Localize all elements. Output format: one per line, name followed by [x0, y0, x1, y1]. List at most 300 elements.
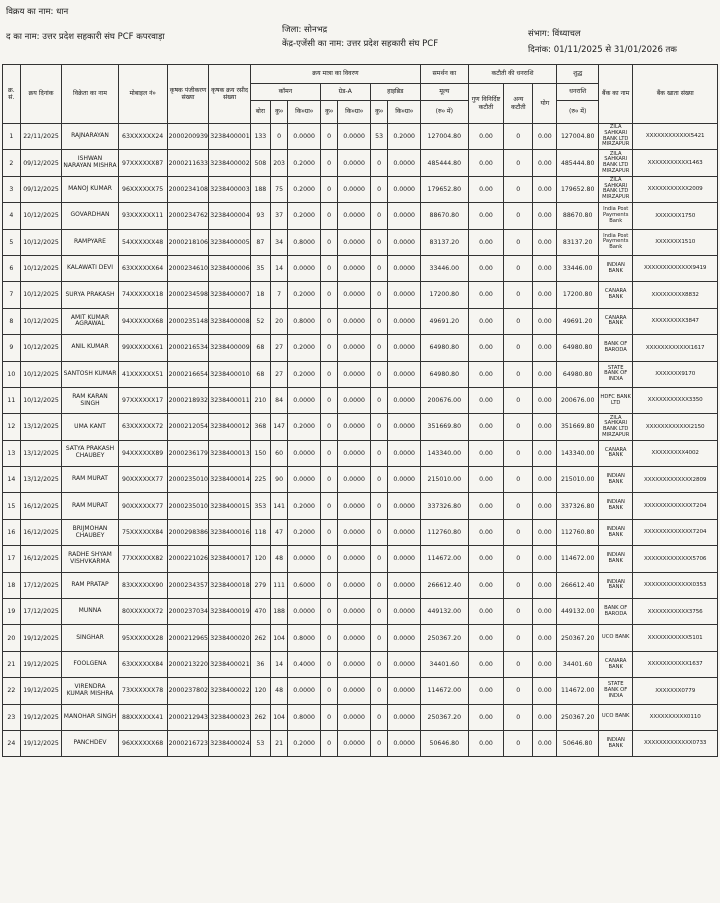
cell-grade-a-qtl: 0 — [320, 599, 338, 625]
cell-farmer-reg: 2000298386 — [167, 519, 209, 545]
cell-sno: 8 — [3, 308, 21, 334]
cell-receipt: 3238400004 — [209, 203, 251, 229]
cell-sno: 22 — [3, 678, 21, 704]
cell-ded-other: 0 — [504, 599, 533, 625]
cell-common-bora: 120 — [250, 678, 270, 704]
cell-mobile: 77XXXXXX82 — [118, 546, 167, 572]
table-row — [3, 361, 718, 387]
cell-grade-a-qtl: 0 — [320, 282, 338, 308]
cell-farmer-reg: 2000234357 — [167, 572, 209, 598]
cell-sno: 7 — [3, 282, 21, 308]
cell-farmer-reg: 2000212054 — [167, 414, 209, 440]
cell-common-kg: 0.2000 — [288, 176, 320, 202]
cell-grade-a-kg: 0.0000 — [338, 519, 370, 545]
cell-receipt: 3238400021 — [209, 651, 251, 677]
cell-value: 34401.60 — [420, 651, 468, 677]
cell-bank-name: BANK OF BARODA — [599, 599, 633, 625]
cell-ded-quality: 0.00 — [468, 229, 503, 255]
cell-name: RADHE SHYAM VISHVKARMA — [62, 546, 118, 572]
cell-name: RAM MURAT — [62, 493, 118, 519]
cell-ded-quality: 0.00 — [468, 203, 503, 229]
cell-ded-total: 0.00 — [533, 467, 557, 493]
cell-bank-name: UCO BANK — [599, 704, 633, 730]
cell-common-kg: 0.8000 — [288, 625, 320, 651]
cell-receipt: 3238400017 — [209, 546, 251, 572]
cell-net: 351669.80 — [557, 414, 599, 440]
cell-sno: 13 — [3, 440, 21, 466]
cell-common-kg: 0.2000 — [288, 519, 320, 545]
cell-farmer-reg: 2000213220 — [167, 651, 209, 677]
cell-date: 19/12/2025 — [20, 651, 62, 677]
cell-hybrid-qtl: 0 — [370, 150, 388, 176]
cell-farmer-reg: 2000235010 — [167, 467, 209, 493]
cell-ded-total: 0.00 — [533, 572, 557, 598]
col-name: विक्रेता का नाम — [62, 65, 118, 124]
cell-ded-other: 0 — [504, 467, 533, 493]
cell-common-qtl: 104 — [270, 704, 288, 730]
col-sno: क्र. सं. — [3, 65, 21, 124]
cell-hybrid-kg: 0.0000 — [388, 546, 420, 572]
cell-date: 19/12/2025 — [20, 704, 62, 730]
cell-name: KALAWATI DEVI — [62, 255, 118, 281]
cell-net: 114672.00 — [557, 546, 599, 572]
cell-hybrid-qtl: 0 — [370, 572, 388, 598]
cell-ded-total: 0.00 — [533, 176, 557, 202]
cell-common-qtl: 20 — [270, 308, 288, 334]
cell-name: UMA KANT — [62, 414, 118, 440]
cell-common-kg: 0.2000 — [288, 282, 320, 308]
col-ded-other: अन्य कटौती — [504, 84, 533, 124]
cell-mobile: 97XXXXXX17 — [118, 387, 167, 413]
cell-ded-total: 0.00 — [533, 651, 557, 677]
cell-hybrid-qtl: 53 — [370, 124, 388, 150]
cell-grade-a-kg: 0.0000 — [338, 124, 370, 150]
cell-common-bora: 18 — [250, 282, 270, 308]
cell-hybrid-qtl: 0 — [370, 308, 388, 334]
cell-bank-account: XXXXXXX1750 — [633, 203, 718, 229]
col-mobile: मोबाइल नं० — [118, 65, 167, 124]
cell-grade-a-qtl: 0 — [320, 467, 338, 493]
cell-common-bora: 353 — [250, 493, 270, 519]
col-ded-quality: गुण विनिर्दिष्ट कटौती — [468, 84, 503, 124]
cell-hybrid-kg: 0.0000 — [388, 467, 420, 493]
cell-receipt: 3238400001 — [209, 124, 251, 150]
cell-sno: 20 — [3, 625, 21, 651]
cell-common-bora: 52 — [250, 308, 270, 334]
cell-bank-name: ZILA SAHKARI BANK LTD MIRZAPUR — [599, 124, 633, 150]
cell-mobile: 73XXXXXX78 — [118, 678, 167, 704]
cell-grade-a-kg: 0.0000 — [338, 414, 370, 440]
table-row — [3, 414, 718, 440]
cell-bank-name: INDIAN BANK — [599, 519, 633, 545]
cell-ded-total: 0.00 — [533, 124, 557, 150]
cell-value: 337326.80 — [420, 493, 468, 519]
cell-common-kg: 0.2000 — [288, 150, 320, 176]
table-row — [3, 387, 718, 413]
cell-net: 112760.80 — [557, 519, 599, 545]
cell-common-qtl: 111 — [270, 572, 288, 598]
cell-mobile: 63XXXXXX72 — [118, 414, 167, 440]
cell-mobile: 63XXXXXX24 — [118, 124, 167, 150]
table-row — [3, 335, 718, 361]
cell-grade-a-qtl: 0 — [320, 124, 338, 150]
cell-ded-quality: 0.00 — [468, 704, 503, 730]
cell-mobile: 99XXXXXX61 — [118, 335, 167, 361]
cell-name: SINGHAR — [62, 625, 118, 651]
cell-ded-total: 0.00 — [533, 150, 557, 176]
cell-grade-a-qtl: 0 — [320, 176, 338, 202]
cell-ded-total: 0.00 — [533, 282, 557, 308]
cell-farmer-reg: 2000235010 — [167, 493, 209, 519]
cell-common-qtl: 21 — [270, 730, 288, 756]
cell-common-bora: 188 — [250, 176, 270, 202]
cell-hybrid-kg: 0.0000 — [388, 678, 420, 704]
table-row — [3, 440, 718, 466]
cell-name: RAJNARAYAN — [62, 124, 118, 150]
cell-farmer-reg: 2000234762 — [167, 203, 209, 229]
cell-hybrid-qtl: 0 — [370, 414, 388, 440]
cell-hybrid-kg: 0.0000 — [388, 440, 420, 466]
cell-common-bora: 150 — [250, 440, 270, 466]
cell-net: 215010.00 — [557, 467, 599, 493]
cell-farmer-reg: 2000212943 — [167, 704, 209, 730]
cell-date: 10/12/2025 — [20, 255, 62, 281]
cell-name: VIRENDRA KUMAR MISHRA — [62, 678, 118, 704]
cell-hybrid-qtl: 0 — [370, 176, 388, 202]
cell-value: 33446.00 — [420, 255, 468, 281]
cell-hybrid-kg: 0.0000 — [388, 150, 420, 176]
cell-grade-a-kg: 0.0000 — [338, 599, 370, 625]
cell-common-bora: 133 — [250, 124, 270, 150]
col-bank-account: बैंक खाता संख्या — [633, 65, 718, 124]
col-grade-a: ग्रेड-A — [320, 84, 370, 101]
cell-ded-total: 0.00 — [533, 335, 557, 361]
cell-grade-a-kg: 0.0000 — [338, 704, 370, 730]
cell-hybrid-kg: 0.0000 — [388, 651, 420, 677]
cell-grade-a-qtl: 0 — [320, 546, 338, 572]
cell-grade-a-qtl: 0 — [320, 361, 338, 387]
cell-hybrid-kg: 0.0000 — [388, 282, 420, 308]
cell-date: 10/12/2025 — [20, 335, 62, 361]
cell-value: 250367.20 — [420, 704, 468, 730]
cell-bank-name: UCO BANK — [599, 625, 633, 651]
cell-ded-quality: 0.00 — [468, 150, 503, 176]
table-row — [3, 599, 718, 625]
cell-receipt: 3238400016 — [209, 519, 251, 545]
cell-common-qtl: 0 — [270, 124, 288, 150]
cell-grade-a-qtl: 0 — [320, 335, 338, 361]
cell-bank-account: XXXXXXXXXX0110 — [633, 704, 718, 730]
table-row — [3, 308, 718, 334]
cell-receipt: 3238400015 — [209, 493, 251, 519]
cell-hybrid-qtl: 0 — [370, 651, 388, 677]
cell-common-bora: 279 — [250, 572, 270, 598]
cell-mobile: 63XXXXXX64 — [118, 255, 167, 281]
cell-name: PANCHDEV — [62, 730, 118, 756]
cell-farmer-reg: 2000216534 — [167, 335, 209, 361]
cell-sno: 24 — [3, 730, 21, 756]
cell-farmer-reg: 2000221026 — [167, 546, 209, 572]
cell-ded-other: 0 — [504, 203, 533, 229]
cell-common-qtl: 37 — [270, 203, 288, 229]
cell-sno: 6 — [3, 255, 21, 281]
cell-common-bora: 118 — [250, 519, 270, 545]
cell-bank-name: BANK OF BARODA — [599, 335, 633, 361]
cell-sno: 19 — [3, 599, 21, 625]
cell-common-qtl: 75 — [270, 176, 288, 202]
cell-net: 143340.00 — [557, 440, 599, 466]
header-center-agency: केंद्र-एजेंसी का नाम: उत्तर प्रदेश सहकारी संघ PCF — [282, 39, 439, 49]
cell-date: 22/11/2025 — [20, 124, 62, 150]
cell-grade-a-kg: 0.0000 — [338, 440, 370, 466]
cell-ded-other: 0 — [504, 150, 533, 176]
cell-net: 34401.60 — [557, 651, 599, 677]
cell-date: 10/12/2025 — [20, 387, 62, 413]
cell-date: 10/12/2025 — [20, 203, 62, 229]
cell-value: 266612.40 — [420, 572, 468, 598]
cell-value: 64980.80 — [420, 361, 468, 387]
cell-bank-name: ZILA SAHKARI BANK LTD MIRZAPUR — [599, 414, 633, 440]
cell-mobile: 94XXXXXX89 — [118, 440, 167, 466]
purchase-register-table — [2, 64, 718, 757]
col-group-purchase: क्रय मात्रा का विवरण — [250, 65, 420, 84]
cell-farmer-reg: 2000237802 — [167, 678, 209, 704]
cell-ded-other: 0 — [504, 519, 533, 545]
cell-mobile: 96XXXXXX68 — [118, 730, 167, 756]
cell-grade-a-qtl: 0 — [320, 519, 338, 545]
cell-name: RAM MURAT — [62, 467, 118, 493]
cell-bank-account: XXXXXXXXX8832 — [633, 282, 718, 308]
cell-date: 19/12/2025 — [20, 625, 62, 651]
cell-name: ANIL KUMAR — [62, 335, 118, 361]
table-row — [3, 124, 718, 150]
cell-receipt: 3238400020 — [209, 625, 251, 651]
cell-value: 127004.80 — [420, 124, 468, 150]
cell-hybrid-kg: 0.0000 — [388, 176, 420, 202]
cell-ded-quality: 0.00 — [468, 651, 503, 677]
cell-hybrid-kg: 0.0000 — [388, 229, 420, 255]
cell-farmer-reg: 2000216723 — [167, 730, 209, 756]
cell-common-kg: 0.2000 — [288, 493, 320, 519]
header-division: संभाग: विंध्याचल — [528, 29, 581, 39]
cell-sno: 14 — [3, 467, 21, 493]
cell-common-bora: 53 — [250, 730, 270, 756]
header-date-range: दिनांक: 01/11/2025 से 31/01/2026 तक — [528, 45, 677, 55]
cell-bank-account: XXXXXXX9170 — [633, 361, 718, 387]
cell-bank-account: XXXXXXXXXXXXX0353 — [633, 572, 718, 598]
cell-common-kg: 0.4000 — [288, 651, 320, 677]
header-commodity: विक्रय का नाम: धान — [6, 7, 69, 17]
cell-mobile: 63XXXXXX84 — [118, 651, 167, 677]
table-row — [3, 625, 718, 651]
cell-mobile: 54XXXXXX48 — [118, 229, 167, 255]
cell-receipt: 3238400010 — [209, 361, 251, 387]
cell-net: 337326.80 — [557, 493, 599, 519]
cell-value: 114672.00 — [420, 678, 468, 704]
cell-grade-a-kg: 0.0000 — [338, 176, 370, 202]
table-row — [3, 229, 718, 255]
cell-grade-a-qtl: 0 — [320, 414, 338, 440]
cell-grade-a-qtl: 0 — [320, 704, 338, 730]
cell-receipt: 3238400006 — [209, 255, 251, 281]
col-value: मूल्य — [420, 84, 468, 101]
table-body — [3, 124, 718, 757]
cell-common-bora: 120 — [250, 546, 270, 572]
cell-net: 114672.00 — [557, 678, 599, 704]
cell-bank-name: India Post Payments Bank — [599, 229, 633, 255]
cell-grade-a-qtl: 0 — [320, 440, 338, 466]
cell-receipt: 3238400014 — [209, 467, 251, 493]
cell-farmer-reg: 2000218106 — [167, 229, 209, 255]
cell-receipt: 3238400003 — [209, 176, 251, 202]
cell-sno: 10 — [3, 361, 21, 387]
cell-bank-account: XXXXXXXXXXX1463 — [633, 150, 718, 176]
cell-net: 179652.80 — [557, 176, 599, 202]
cell-farmer-reg: 2000218932 — [167, 387, 209, 413]
cell-hybrid-qtl: 0 — [370, 625, 388, 651]
cell-common-kg: 0.2000 — [288, 361, 320, 387]
cell-ded-other: 0 — [504, 546, 533, 572]
cell-grade-a-qtl: 0 — [320, 678, 338, 704]
cell-bank-name: ZILA SAHKARI BANK LTD MIRZAPUR — [599, 176, 633, 202]
cell-bank-name: ZILA SAHKARI BANK LTD MIRZAPUR — [599, 150, 633, 176]
cell-common-bora: 210 — [250, 387, 270, 413]
cell-common-qtl: 27 — [270, 361, 288, 387]
cell-grade-a-qtl: 0 — [320, 651, 338, 677]
cell-hybrid-qtl: 0 — [370, 599, 388, 625]
cell-ded-total: 0.00 — [533, 361, 557, 387]
cell-hybrid-kg: 0.0000 — [388, 414, 420, 440]
cell-grade-a-qtl: 0 — [320, 203, 338, 229]
cell-mobile: 96XXXXXX75 — [118, 176, 167, 202]
table-row — [3, 519, 718, 545]
table-row — [3, 572, 718, 598]
cell-receipt: 3238400009 — [209, 335, 251, 361]
cell-value: 64980.80 — [420, 335, 468, 361]
cell-receipt: 3238400011 — [209, 387, 251, 413]
cell-ded-other: 0 — [504, 625, 533, 651]
table-row — [3, 467, 718, 493]
cell-common-qtl: 47 — [270, 519, 288, 545]
cell-common-kg: 0.6000 — [288, 572, 320, 598]
cell-hybrid-qtl: 0 — [370, 440, 388, 466]
cell-farmer-reg: 2000237034 — [167, 599, 209, 625]
cell-grade-a-qtl: 0 — [320, 387, 338, 413]
cell-name: BRIJMOHAN CHAUBEY — [62, 519, 118, 545]
cell-hybrid-qtl: 0 — [370, 361, 388, 387]
cell-ded-total: 0.00 — [533, 255, 557, 281]
col-value-unit: (रु० में) — [420, 101, 468, 124]
cell-ded-other: 0 — [504, 308, 533, 334]
cell-bank-account: XXXXXXXXXXX3350 — [633, 387, 718, 413]
cell-sno: 3 — [3, 176, 21, 202]
cell-ded-other: 0 — [504, 361, 533, 387]
table-row — [3, 150, 718, 176]
cell-common-bora: 68 — [250, 361, 270, 387]
cell-grade-a-qtl: 0 — [320, 308, 338, 334]
cell-ded-total: 0.00 — [533, 678, 557, 704]
cell-name: MANOJ KUMAR — [62, 176, 118, 202]
cell-ded-quality: 0.00 — [468, 387, 503, 413]
cell-ded-quality: 0.00 — [468, 414, 503, 440]
cell-grade-a-qtl: 0 — [320, 572, 338, 598]
cell-date: 10/12/2025 — [20, 229, 62, 255]
cell-ded-quality: 0.00 — [468, 255, 503, 281]
cell-mobile: 88XXXXXX41 — [118, 704, 167, 730]
cell-common-qtl: 203 — [270, 150, 288, 176]
col-hybrid: हाइब्रिड — [370, 84, 420, 101]
cell-common-qtl: 14 — [270, 651, 288, 677]
cell-ded-other: 0 — [504, 124, 533, 150]
cell-net: 83137.20 — [557, 229, 599, 255]
cell-bank-account: XXXXXXXXXXXXX5706 — [633, 546, 718, 572]
cell-common-qtl: 48 — [270, 678, 288, 704]
table-row — [3, 678, 718, 704]
cell-mobile: 93XXXXXX11 — [118, 203, 167, 229]
cell-sno: 4 — [3, 203, 21, 229]
cell-bank-name: HDFC BANK LTD — [599, 387, 633, 413]
cell-ded-quality: 0.00 — [468, 519, 503, 545]
cell-hybrid-qtl: 0 — [370, 546, 388, 572]
cell-ded-other: 0 — [504, 255, 533, 281]
cell-bank-name: INDIAN BANK — [599, 493, 633, 519]
cell-ded-other: 0 — [504, 387, 533, 413]
cell-name: SURYA PRAKASH — [62, 282, 118, 308]
cell-mobile: 90XXXXXX77 — [118, 493, 167, 519]
cell-common-bora: 508 — [250, 150, 270, 176]
cell-bank-account: XXXXXXXXXXXXX2809 — [633, 467, 718, 493]
cell-net: 449132.00 — [557, 599, 599, 625]
cell-grade-a-kg: 0.0000 — [338, 150, 370, 176]
cell-grade-a-kg: 0.0000 — [338, 282, 370, 308]
cell-common-qtl: 60 — [270, 440, 288, 466]
cell-common-kg: 0.2000 — [288, 335, 320, 361]
cell-receipt: 3238400022 — [209, 678, 251, 704]
cell-bank-account: XXXXXXXXXXXX1617 — [633, 335, 718, 361]
cell-date: 13/12/2025 — [20, 467, 62, 493]
cell-ded-other: 0 — [504, 730, 533, 756]
cell-ded-quality: 0.00 — [468, 176, 503, 202]
cell-hybrid-kg: 0.0000 — [388, 203, 420, 229]
cell-ded-total: 0.00 — [533, 229, 557, 255]
cell-common-kg: 0.2000 — [288, 414, 320, 440]
cell-date: 16/12/2025 — [20, 493, 62, 519]
cell-hybrid-qtl: 0 — [370, 229, 388, 255]
cell-hybrid-kg: 0.2000 — [388, 124, 420, 150]
cell-grade-a-qtl: 0 — [320, 229, 338, 255]
cell-receipt: 3238400019 — [209, 599, 251, 625]
cell-bank-account: XXXXXXXXXXXXX0733 — [633, 730, 718, 756]
cell-date: 09/12/2025 — [20, 176, 62, 202]
cell-ded-quality: 0.00 — [468, 308, 503, 334]
table-row — [3, 730, 718, 756]
cell-common-bora: 87 — [250, 229, 270, 255]
cell-bank-account: XXXXXXXXX4002 — [633, 440, 718, 466]
cell-hybrid-kg: 0.0000 — [388, 730, 420, 756]
cell-farmer-reg: 2000212965 — [167, 625, 209, 651]
cell-ded-other: 0 — [504, 282, 533, 308]
cell-grade-a-kg: 0.0000 — [338, 387, 370, 413]
cell-date: 13/12/2025 — [20, 440, 62, 466]
cell-value: 143340.00 — [420, 440, 468, 466]
cell-net: 485444.80 — [557, 150, 599, 176]
cell-bank-name: INDIAN BANK — [599, 467, 633, 493]
cell-bank-name: STATE BANK OF INDIA — [599, 361, 633, 387]
cell-ded-other: 0 — [504, 440, 533, 466]
cell-ded-other: 0 — [504, 493, 533, 519]
cell-value: 215010.00 — [420, 467, 468, 493]
cell-common-bora: 36 — [250, 651, 270, 677]
